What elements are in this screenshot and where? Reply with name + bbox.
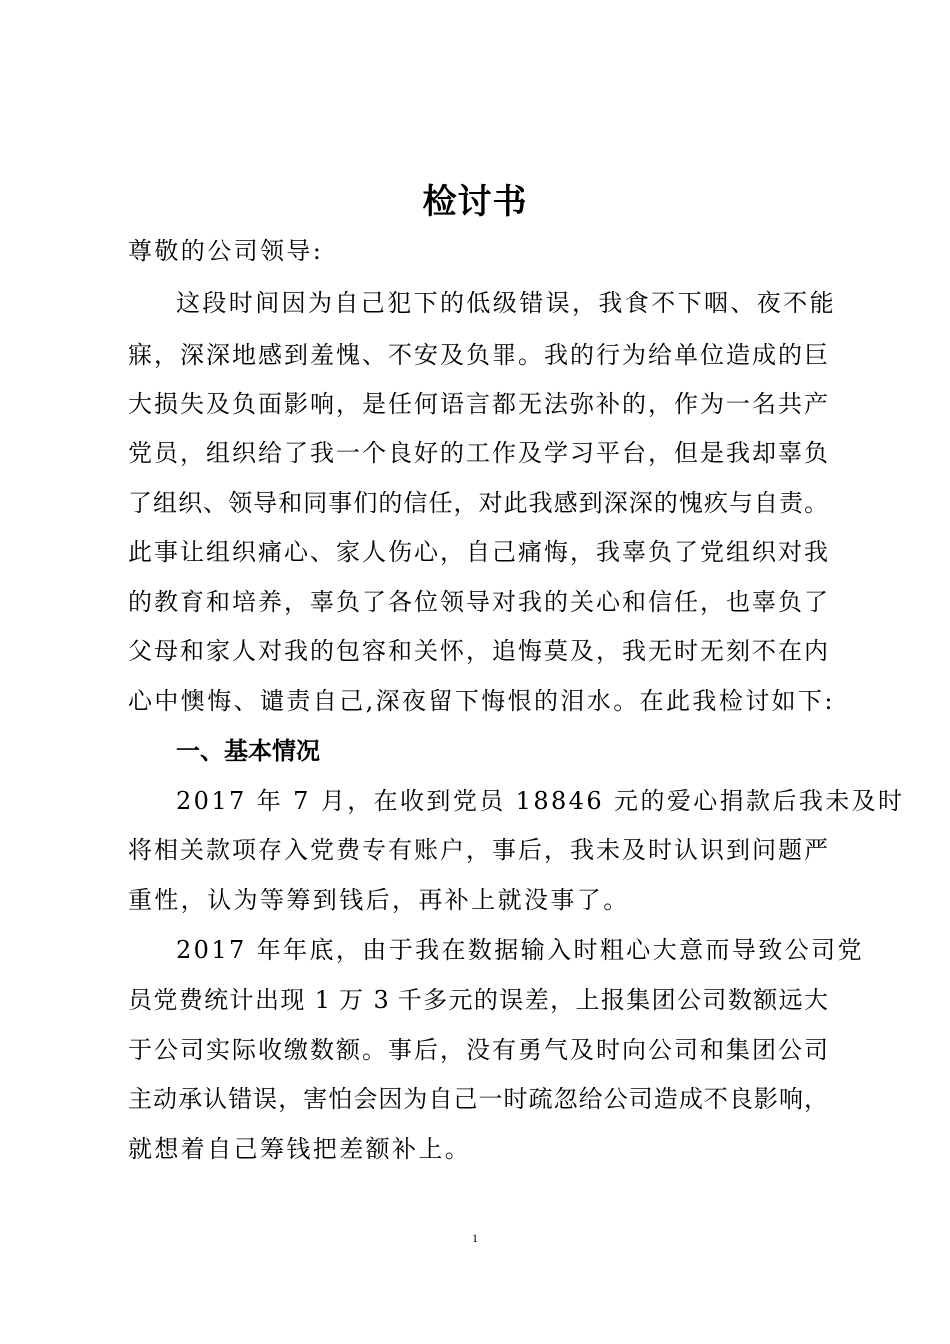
paragraph-3-line-1: 2017 年年底，由于我在数据输入时粗心大意而导致公司党	[176, 936, 864, 964]
paragraph-1-line-5: 了组织、领导和同事们的信任，对此我感到深深的愧疚与自责。	[128, 489, 828, 517]
paragraph-1-line-4: 党员，组织给了我一个良好的工作及学习平台，但是我却辜负	[128, 439, 828, 467]
paragraph-3-line-3: 于公司实际收缴数额。事后，没有勇气及时向公司和集团公司	[128, 1036, 828, 1064]
paragraph-1-line-6: 此事让组织痛心、家人伤心，自己痛悔，我辜负了党组织对我	[128, 538, 828, 566]
page-number: 1	[472, 1231, 478, 1245]
paragraph-3-line-5: 就想着自己筹钱把差额补上。	[128, 1135, 472, 1163]
paragraph-2-line-1: 2017 年 7 月，在收到党员 18846 元的爱心捐款后我未及时	[176, 787, 905, 815]
paragraph-2-line-3: 重性，认为等筹到钱后，再补上就没事了。	[128, 886, 630, 914]
paragraph-1-line-8: 父母和家人对我的包容和关怀，追悔莫及，我无时无刻不在内	[128, 637, 828, 665]
paragraph-1-line-9: 心中懊悔、谴责自己,深夜留下悔恨的泪水。在此我检讨如下:	[128, 687, 835, 715]
paragraph-3-line-4: 主动承认错误，害怕会因为自己一时疏忽给公司造成不良影响，	[128, 1085, 828, 1113]
paragraph-1-line-1: 这段时间因为自己犯下的低级错误，我食不下咽、夜不能	[176, 289, 836, 317]
document-title: 检讨书	[422, 182, 528, 222]
section-heading-basic-info: 一、基本情况	[176, 737, 320, 765]
paragraph-3-line-2: 员党费统计出现 1 万 3 千多元的误差，上报集团公司数额远大	[128, 986, 828, 1014]
paragraph-1-line-2: 寐，深深地感到羞愧、不安及负罪。我的行为给单位造成的巨	[128, 341, 828, 369]
paragraph-1-line-3: 大损失及负面影响，是任何语言都无法弥补的，作为一名共产	[128, 390, 828, 418]
paragraph-1-line-7: 的教育和培养，辜负了各位领导对我的关心和信任，也辜负了	[128, 588, 828, 616]
paragraph-2-line-2: 将相关款项存入党费专有账户，事后，我未及时认识到问题严	[128, 836, 828, 864]
salutation: 尊敬的公司领导:	[128, 237, 324, 265]
